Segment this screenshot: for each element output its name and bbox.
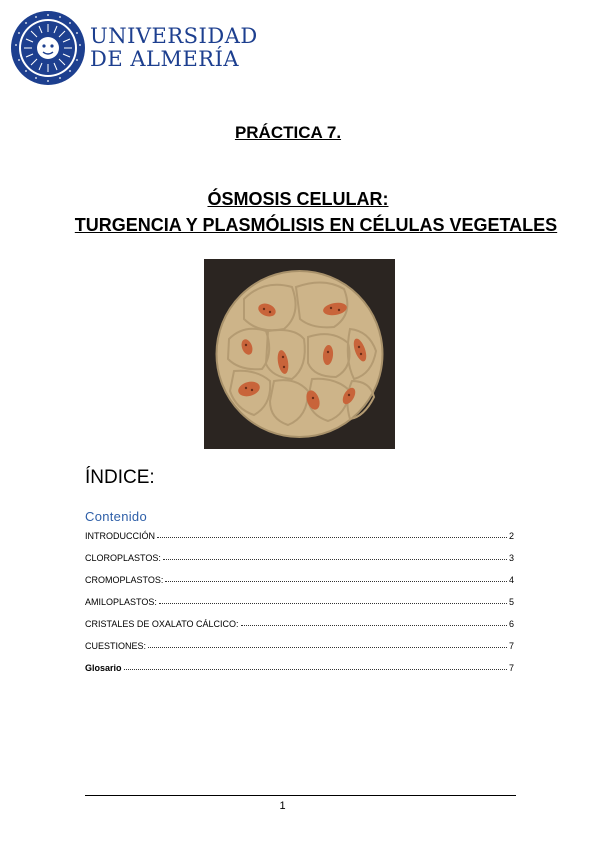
toc-entry-glosario[interactable] [85, 659, 514, 673]
toc-entry-label: CLOROPLASTOS: [85, 553, 161, 563]
toc-leader-dots [157, 537, 507, 538]
toc-entry-page: 6 [508, 619, 514, 629]
toc-entry-page: 2 [508, 531, 514, 541]
toc-entry-page: 5 [508, 597, 514, 607]
toc-entry-amiloplastos[interactable] [85, 593, 514, 607]
toc-entry-label: Glosario [85, 663, 122, 673]
toc-entry-label: CRISTALES DE OXALATO CÁLCICO: [85, 619, 239, 629]
toc-entry-label: CUESTIONES: [85, 641, 147, 651]
toc-entry-page: 3 [508, 553, 514, 563]
toc-entry-label: INTRODUCCIÓN [85, 531, 155, 541]
toc-entry-introduccion[interactable] [85, 527, 514, 541]
university-logo [10, 10, 258, 86]
practice-title: PRÁCTICA 7. [234, 123, 342, 142]
toc-leader-dots [241, 625, 507, 626]
toc-heading: Contenido [85, 509, 147, 524]
main-title-line-2: TURGENCIA Y PLASMÓLISIS EN CÉLULAS VEGETALES [74, 215, 558, 235]
toc-leader-dots [163, 559, 507, 560]
toc-entry-page: 7 [508, 663, 514, 673]
toc-entry-cristales-oxalato[interactable] [85, 615, 514, 629]
toc-entry-cloroplastos[interactable] [85, 549, 514, 563]
index-heading: ÍNDICE: [85, 467, 155, 488]
page-number: 1 [279, 800, 286, 812]
toc-leader-dots [159, 603, 507, 604]
toc-leader-dots [148, 647, 507, 648]
toc-leader-dots [124, 669, 507, 670]
main-title-line-1: ÓSMOSIS CELULAR: [207, 189, 389, 209]
university-seal-icon [10, 10, 86, 86]
university-name-line-2: DE ALMERÍA [90, 47, 240, 71]
university-name-line-1: UNIVERSIDAD [90, 24, 258, 48]
toc-entry-cuestiones[interactable] [85, 637, 514, 651]
toc-leader-dots [165, 581, 507, 582]
toc-entry-page: 4 [508, 575, 514, 585]
toc-entry-label: CROMOPLASTOS: [85, 575, 164, 585]
plant-cells-microscope-icon [204, 259, 395, 449]
toc-entry-cromoplastos[interactable] [85, 571, 514, 585]
footer-divider [85, 795, 516, 796]
toc-entry-page: 7 [508, 641, 514, 651]
toc-entry-label: AMILOPLASTOS: [85, 597, 157, 607]
